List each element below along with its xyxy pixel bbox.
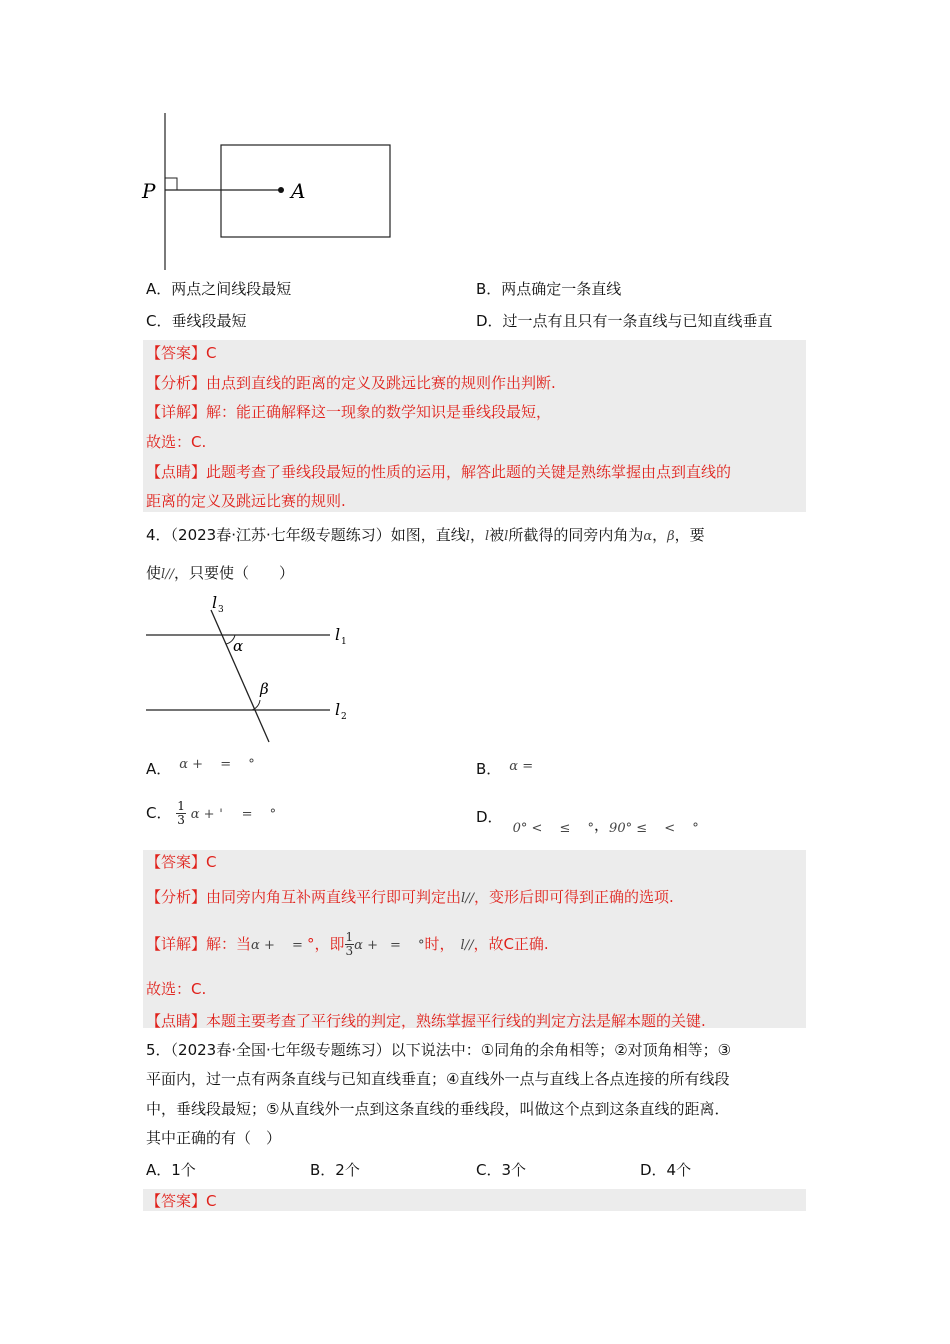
q5-option-b[interactable]: B．2个 (310, 1161, 360, 1179)
symbol-l: l (161, 567, 166, 582)
option-math: α + (190, 807, 215, 822)
q5-stem-line3: 中，垂线段最短；⑤从直线外一点到这条直线的垂线段，叫做这个点到这条直线的距离． (146, 1100, 730, 1118)
q3-analysis (146, 373, 556, 393)
option-math: α = (509, 759, 534, 774)
stem-text: 使 (146, 564, 162, 582)
analysis-tag: 【分析】 (146, 888, 207, 906)
symbol-beta: β (667, 529, 675, 544)
q5-stem-line1: 5．（2023春·全国·七年级专题练习）以下说法中：①同角的余角相等；②对顶角相等；③ (146, 1041, 732, 1059)
q4-stem-line2 (146, 563, 294, 585)
q3-comment (146, 462, 731, 482)
l2-subscript: 2 (341, 712, 347, 722)
option-math: = ° (241, 807, 277, 822)
q5-stem-line2: 平面内，过一点有两条直线与已知直线垂直；④直线外一点与直线上各点连接的所有线段 (146, 1070, 730, 1088)
answer-value: C (206, 853, 217, 871)
detail-text: 解：当 (206, 935, 252, 953)
option-label: B． (476, 760, 502, 778)
analysis-text: 由点到直线的距离的定义及跳远比赛的规则作出判断. (206, 374, 556, 392)
answer-tag: 【答案】 (146, 344, 207, 362)
detail-math: α + = (251, 938, 307, 953)
q5-answer (146, 1191, 217, 1211)
q4-option-c[interactable] (146, 800, 276, 827)
answer-value: C (206, 1192, 217, 1210)
symbol-l: l (484, 529, 490, 544)
q4-choose: 故选：C. (146, 980, 207, 998)
comment-text: 此题考查了垂线段最短的性质的运用，解答此题的关键是熟练掌握由点到直线的 (206, 463, 732, 481)
l3-label: l (212, 593, 218, 612)
fraction (176, 800, 186, 827)
q4-option-d[interactable] (476, 807, 699, 836)
separator: ， (594, 816, 610, 834)
parallel-symbol: // (464, 938, 474, 953)
stem-text: 4．（2023春·江苏·七年级专题练习）如图，直线 (146, 526, 466, 544)
option-math: ' (219, 807, 223, 822)
detail-text: ，故C正确. (473, 935, 549, 953)
q3-solution-box (143, 340, 806, 512)
analysis-text: ，变形后即可得到正确的选项. (473, 888, 674, 906)
perpendicular-figure (140, 110, 400, 275)
q3-answer (146, 343, 217, 363)
option-label: C． (146, 804, 172, 822)
analysis-tag: 【分析】 (146, 374, 207, 392)
q3-choose: 故选：C. (146, 433, 207, 451)
q4-comment (146, 1011, 706, 1031)
point-p-label: P (142, 179, 156, 203)
stem-text: ， (652, 526, 668, 544)
fraction-denominator: 3 (345, 944, 354, 958)
symbol-l: l (460, 938, 465, 953)
comment-tag: 【点睛】 (146, 1012, 207, 1030)
detail-tag: 【详解】 (146, 935, 207, 953)
q4-answer (146, 852, 217, 872)
fraction (345, 931, 355, 958)
stem-text: ，要 (674, 526, 705, 544)
q4-analysis (146, 887, 674, 909)
point-a-label: A (291, 179, 306, 203)
fraction-numerator: 1 (345, 930, 354, 944)
q5-option-c[interactable]: C．3个 (476, 1161, 527, 1179)
q3-comment-line2: 距离的定义及跳远比赛的规则. (146, 492, 346, 510)
analysis-text: 由同旁内角互补两直线平行即可判定出 (206, 888, 462, 906)
q4-stem-line1 (146, 525, 705, 547)
comment-tag: 【点睛】 (146, 463, 207, 481)
q4-option-b[interactable] (476, 759, 533, 781)
symbol-alpha: α (643, 529, 653, 544)
l1-label: l (335, 625, 341, 644)
l1-subscript: 1 (341, 637, 347, 647)
q4-detail (146, 930, 549, 960)
detail-text: 时， (424, 935, 455, 953)
fraction-numerator: 1 (177, 799, 185, 813)
answer-value: C (206, 344, 217, 362)
detail-tag: 【详解】 (146, 403, 207, 421)
q4-option-a[interactable] (146, 759, 255, 781)
stem-text: ， (469, 526, 485, 544)
fraction-denominator: 3 (177, 813, 185, 827)
q5-option-a[interactable]: A．1个 (146, 1161, 196, 1179)
q3-option-d[interactable]: D．过一点有且只有一条直线与已知直线垂直 (476, 312, 773, 330)
option-label: D． (476, 808, 503, 826)
q3-option-b[interactable]: B．两点确定一条直线 (476, 280, 622, 298)
beta-label: β (260, 680, 269, 698)
option-math: 90° ≤ < ° (609, 821, 699, 836)
symbol-l: l (461, 891, 466, 906)
q5-option-d[interactable]: D．4个 (640, 1161, 692, 1179)
stem-text: 被 (489, 526, 505, 544)
detail-text: °，即 (307, 935, 345, 953)
option-math: α + = ° (179, 757, 255, 772)
q3-detail (146, 402, 551, 422)
symbol-l: l (465, 529, 470, 544)
answer-tag: 【答案】 (146, 853, 207, 871)
q3-option-a[interactable]: A．两点之间线段最短 (146, 280, 292, 298)
detail-math: = ° (389, 938, 425, 953)
option-label: A． (146, 760, 172, 778)
comment-text: 本题主要考查了平行线的判定，熟练掌握平行线的判定方法是解本题的关键. (206, 1012, 706, 1030)
parallel-symbol: // (465, 891, 474, 906)
l2-label: l (335, 700, 341, 719)
symbol-l: l (504, 529, 509, 544)
parallel-symbol: // (165, 567, 174, 582)
detail-math: α + (354, 938, 378, 953)
answer-tag: 【答案】 (146, 1192, 207, 1210)
alpha-label: α (233, 637, 244, 655)
q5-solution-box (143, 1189, 806, 1211)
detail-text: 解：能正确解释这一现象的数学知识是垂线段最短， (206, 403, 552, 421)
q5-stem-line4: 其中正确的有（ ） (146, 1129, 282, 1147)
l3-subscript: 3 (218, 605, 224, 615)
q3-option-c[interactable]: C．垂线段最短 (146, 312, 247, 330)
option-math: 0° < ≤ ° (512, 821, 595, 836)
parallel-lines-figure (140, 592, 360, 747)
stem-text: ，只要使（ ） (173, 564, 294, 582)
stem-text: 所截得的同旁内角为 (508, 526, 644, 544)
